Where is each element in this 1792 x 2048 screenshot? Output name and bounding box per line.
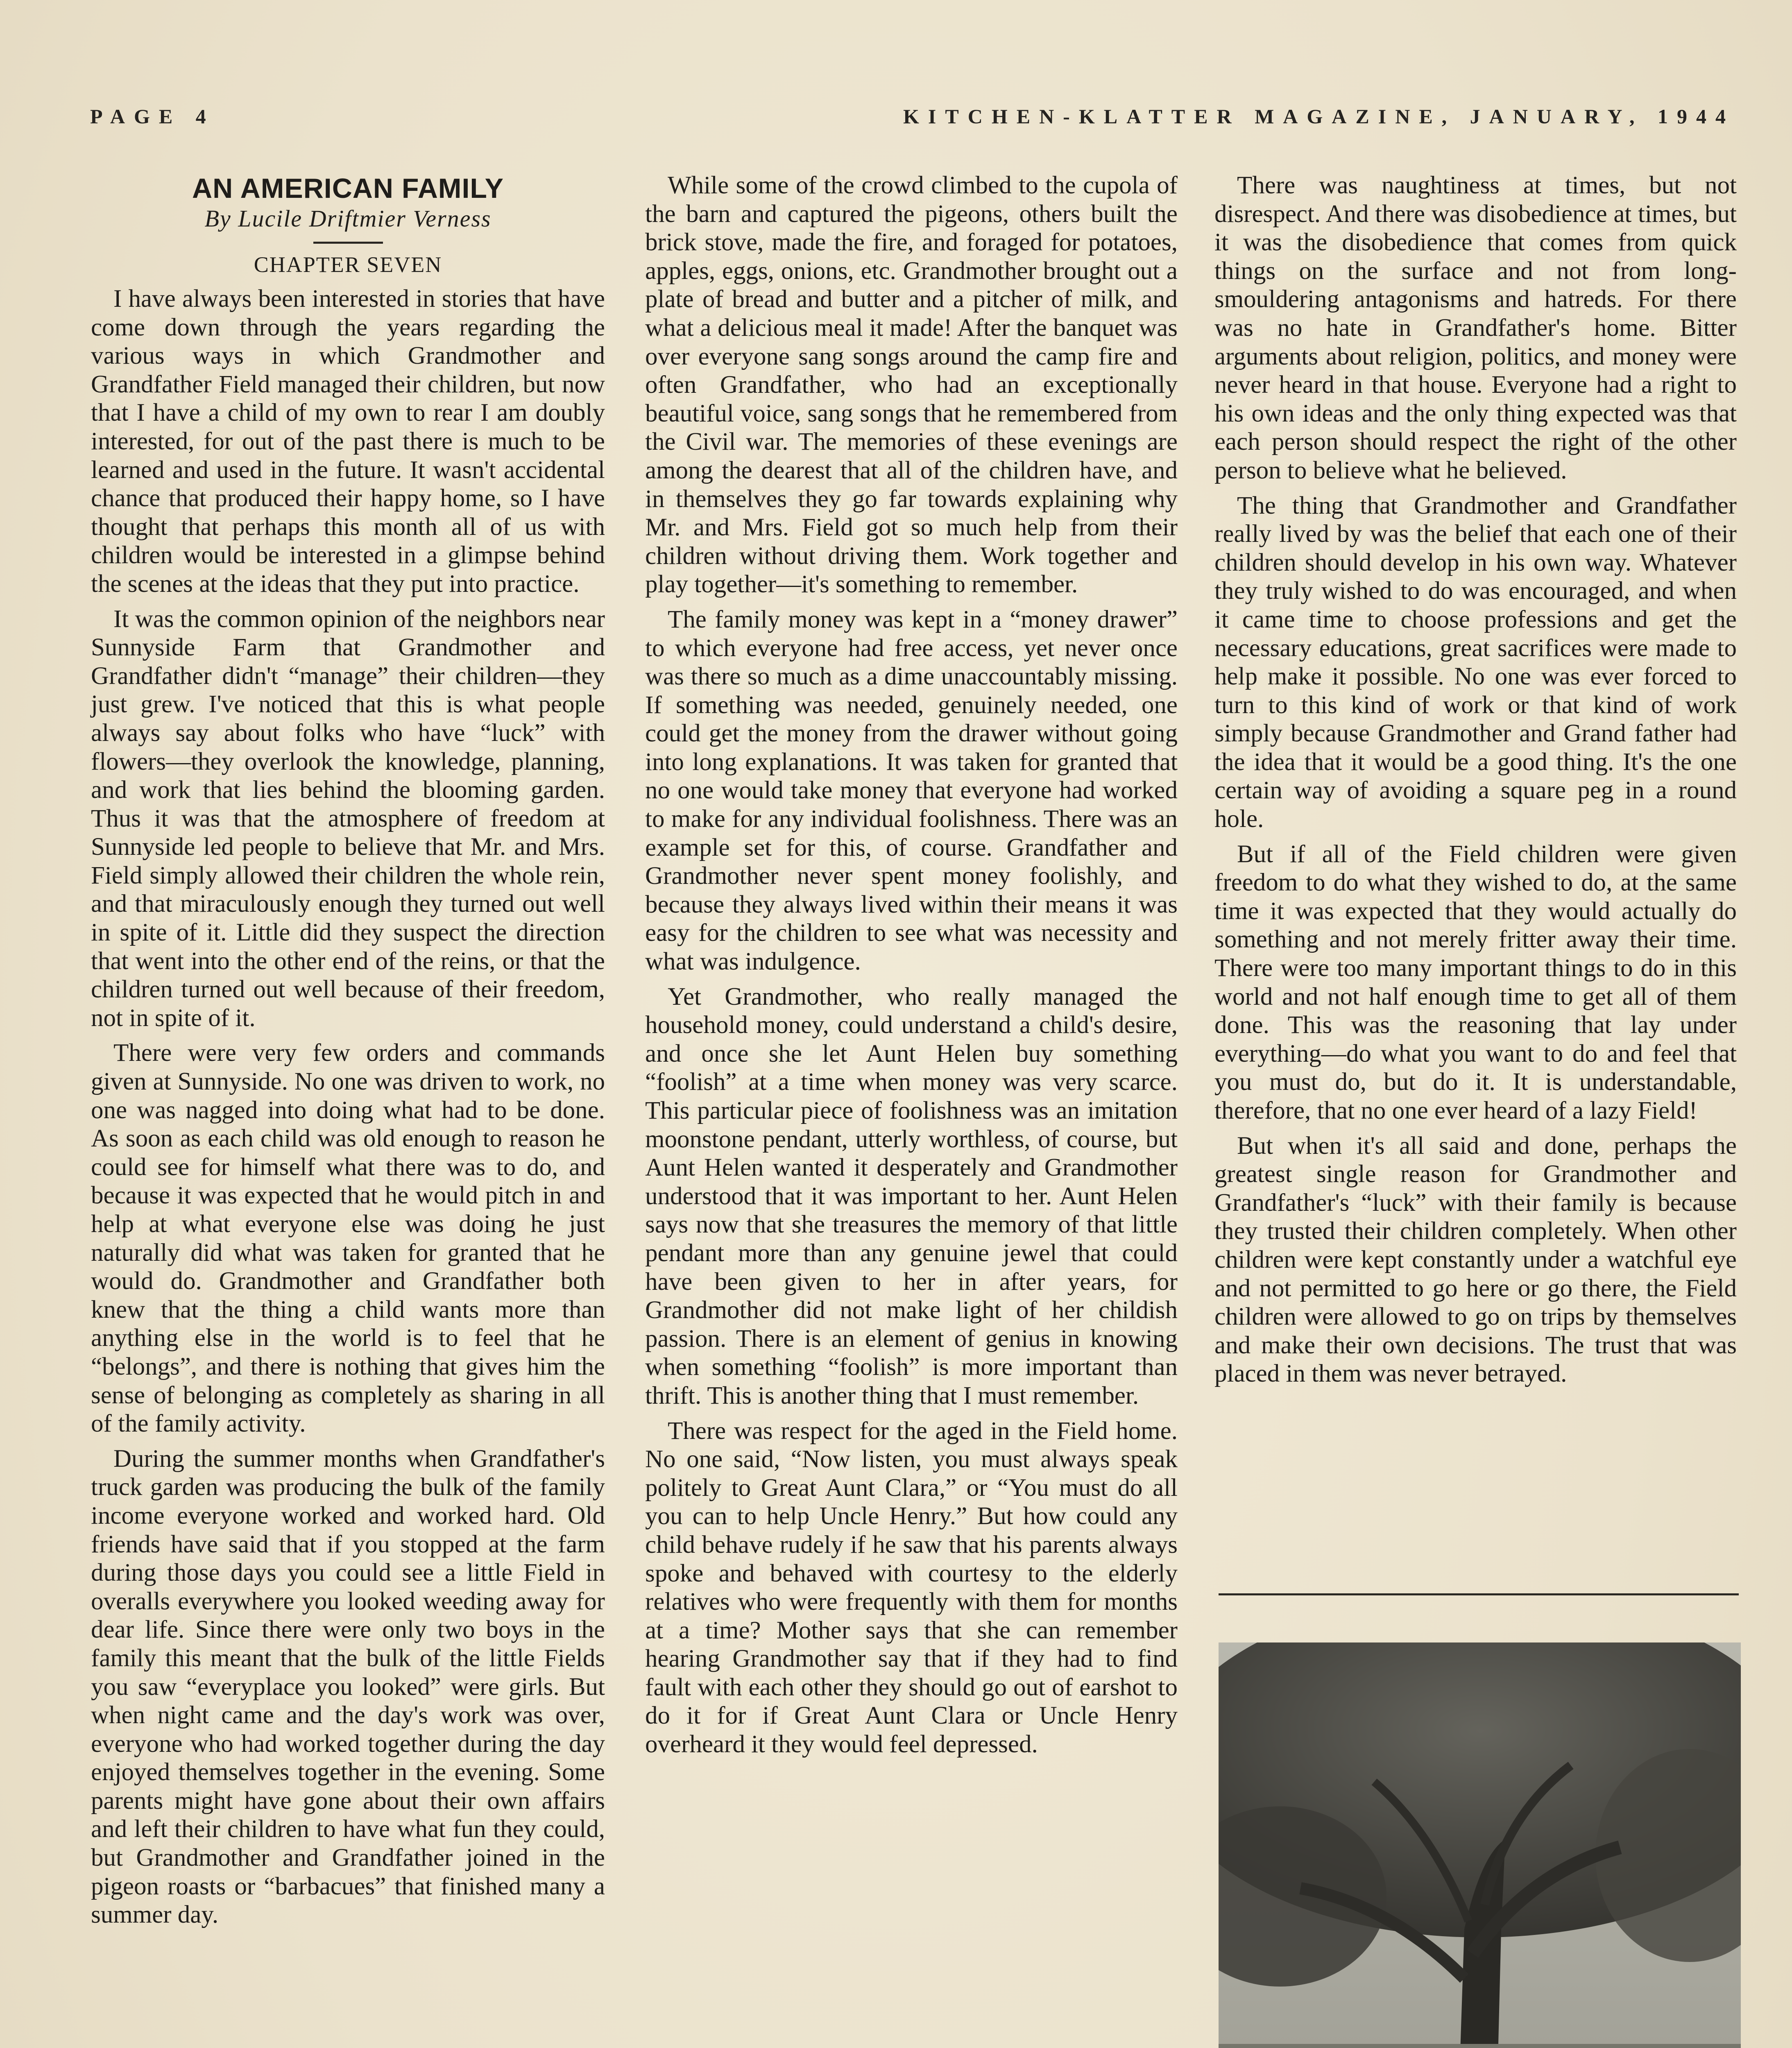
column-1 [91,172,605,1929]
article-byline: By Lucile Driftmier Verness [204,205,492,232]
paragraph: There was respect for the aged in the Field home. No one said, “Now listen, you must always speak politely to Great Aunt Clara,” or “You must do all you can to help Uncle Henry.” But how could any child behave rudely if he saw that his parents always spoke and behaved with courtesy to the elderly relatives who were frequently with them for months at a time? Mother says that she can remember hearing Grandmother say that if they had to find fault with each other they should go out of earshot to do it for if Great Aunt Clara or Uncle Henry overheard it they would feel depressed. [645,1417,1178,1758]
paragraph: There were very few orders and commands given at Sunnyside. No one was driven to work, no one was nagged into doing what had to be done. As soon as each child was old enough to reason he could see for himself what there was to do, and because it was expected that he would pitch in and help at what everyone else was doing he just naturally did what was taken for granted that he would do. Grandmother and Grandfather both knew that the thing a child wants more than anything else in the world is to feel that he “belongs”, and there is nothing that gives him the sense of belonging as completely as sharing in all of the family activity. [91,1039,605,1438]
title-rule [313,242,383,244]
paragraph: During the summer months when Grandfather's truck garden was producing the bulk of the family income everyone worked and worked hard. Old friends have said that if you stopped at the farm during those days you could see a little Field in overalls everywhere you looked weeding away for dear life. Since there were only two boys in the family this meant that the bulk of the little Fields you saw “everyplace you looked” were girls. But when night came and the day's work was over, everyone who had worked together during the day enjoyed themselves together in the evening. Some parents might have gone about their own affairs and left their children to have what fun they could, but Grandmother and Grandfather joined in the pigeon roasts or “barbacues” that finished many a summer day. [91,1445,605,1929]
paragraph: But when it's all said and done, perhaps the greatest single reason for Grandmother and Grandfather's “luck” with their family is because they trusted their children completely. When other children were kept constantly under a watchful eye and not permitted to go here or go there, the Field children were allowed to go on trips by themselves and make their own decisions. The trust that was placed in them was never betrayed. [1214,1132,1737,1388]
paragraph: The thing that Grandmother and Grandfather really lived by was the belief that each one of their children should develop in his own way. Whatever they truly wished to do was encouraged, and when it came time to choose professions and get the necessary educations, great sacrifices were made to help make it possible. No one was ever forced to turn to this kind of work or that kind of work simply because Grandmother and Grand father had the idea that it would be a good thing. It's the one certain way of avoiding a square peg in a round hole. [1214,492,1737,833]
photo-girl-with-groceries [1219,1642,1741,2048]
column-3 [1214,171,1737,1388]
paragraph: It was the common opinion of the neighbors near Sunnyside Farm that Grandmother and Grandfather didn't “manage” their children—they just grew. I've noticed that this is what people always say about folks who have “luck” with flowers—they overlook the knowledge, planning, and work that lies behind the blooming garden. Thus it was that the atmosphere of freedom at Sunnyside led people to believe that Mr. and Mrs. Field simply allowed their children the whole rein, and that miraculously enough they turned out well in spite of it. Little did they suspect the direction that went into the other end of the reins, or that the children turned out well because of their freedom, not in spite of it. [91,605,605,1032]
chapter-heading: CHAPTER SEVEN [254,252,442,277]
magazine-title-date: KITCHEN-KLATTER MAGAZINE, JANUARY, 1944 [903,105,1735,128]
paragraph: But if all of the Field children were given freedom to do what they wished to do, at the same time it was expected that they would actually do something and not merely fritter away their time. There were too many important things to do in this world and not half enough time to get all of them done. This was the reasoning that lay under everything—do what you want to do and feel that you must do, but do it. It is understandable, therefore, that no one ever heard of a lazy Field! [1214,840,1737,1124]
paragraph: While some of the crowd climbed to the cupola of the barn and captured the pigeons, others built the brick stove, made the fire, and foraged for potatoes, apples, eggs, onions, etc. Grandmother brought out a plate of bread and butter and a pitcher of milk, and what a delicious meal it made! After the banquet was over everyone sang songs around the camp fire and often Grandfather, who had an exceptionally beautiful voice, sang songs that he remembered from the Civil war. The memories of these evenings are among the dearest that all of the children have, and in themselves they go far towards explaining why Mr. and Mrs. Field got so much help from their children without driving them. Work together and play together—it's something to remember. [645,172,1178,598]
paragraph: There was naughtiness at times, but not disrespect. And there was disobedience at times, but it was the disobedience that comes from quick things on the surface and not from long-smouldering antagonisms and hatreds. For there was no hate in Grandfather's home. Bitter arguments about religion, politics, and money were never heard in that house. Everyone had a right to his own ideas and the only thing expected was that each person should respect the right of the other person to believe what he believed. [1214,172,1737,484]
page-number: PAGE 4 [90,105,215,128]
photo-illustration [1219,1642,1741,2048]
column-2 [645,171,1178,1759]
paragraph: Yet Grandmother, who really managed the household money, could understand a child's desire, and once she let Aunt Helen buy something “foolish” at a time when money was very scarce. This particular piece of foolishness was an imitation moonstone pendant, utterly worthless, of course, but Aunt Helen wanted it desperately and Grandmother understood that it was important to her. Aunt Helen says now that she treasures the memory of that little pendant more than any genuine jewel that could have been given to her in after years, for Grandmother did not make light of her childish passion. There is an element of genius in knowing when something “foolish” is more important than thrift. This is another thing that I must remember. [645,983,1178,1409]
column-divider-rule [1219,1593,1739,1595]
page-header [90,104,1735,137]
paragraph: I have always been interested in stories that have come down through the years regarding the various ways in which Grandmother and Grandfather Field managed their children, but now that I have a child of my own to rear I am doubly interested, for out of the past there is much to be learned and used in the future. It wasn't accidental chance that produced their happy home, so I have thought that perhaps this month all of us with children would be interested in a glimpse behind the scenes at the ideas that they put into practice. [91,285,605,598]
paragraph: The family money was kept in a “money drawer” to which everyone had free access, yet never once was there so much as a dime unaccountably missing. If something was needed, genuinely needed, one could get the money from the drawer without going into long explanations. It was taken for granted that no one would take money that everyone had worked to make for any individual foolishness. There was an example set for this, of course. Grandfather and Grandmother never spent money foolishly, and because they always lived within their means it was easy for the children to see what was necessity and what was indulgence. [645,605,1178,976]
article-title: AN AMERICAN FAMILY [192,173,504,204]
